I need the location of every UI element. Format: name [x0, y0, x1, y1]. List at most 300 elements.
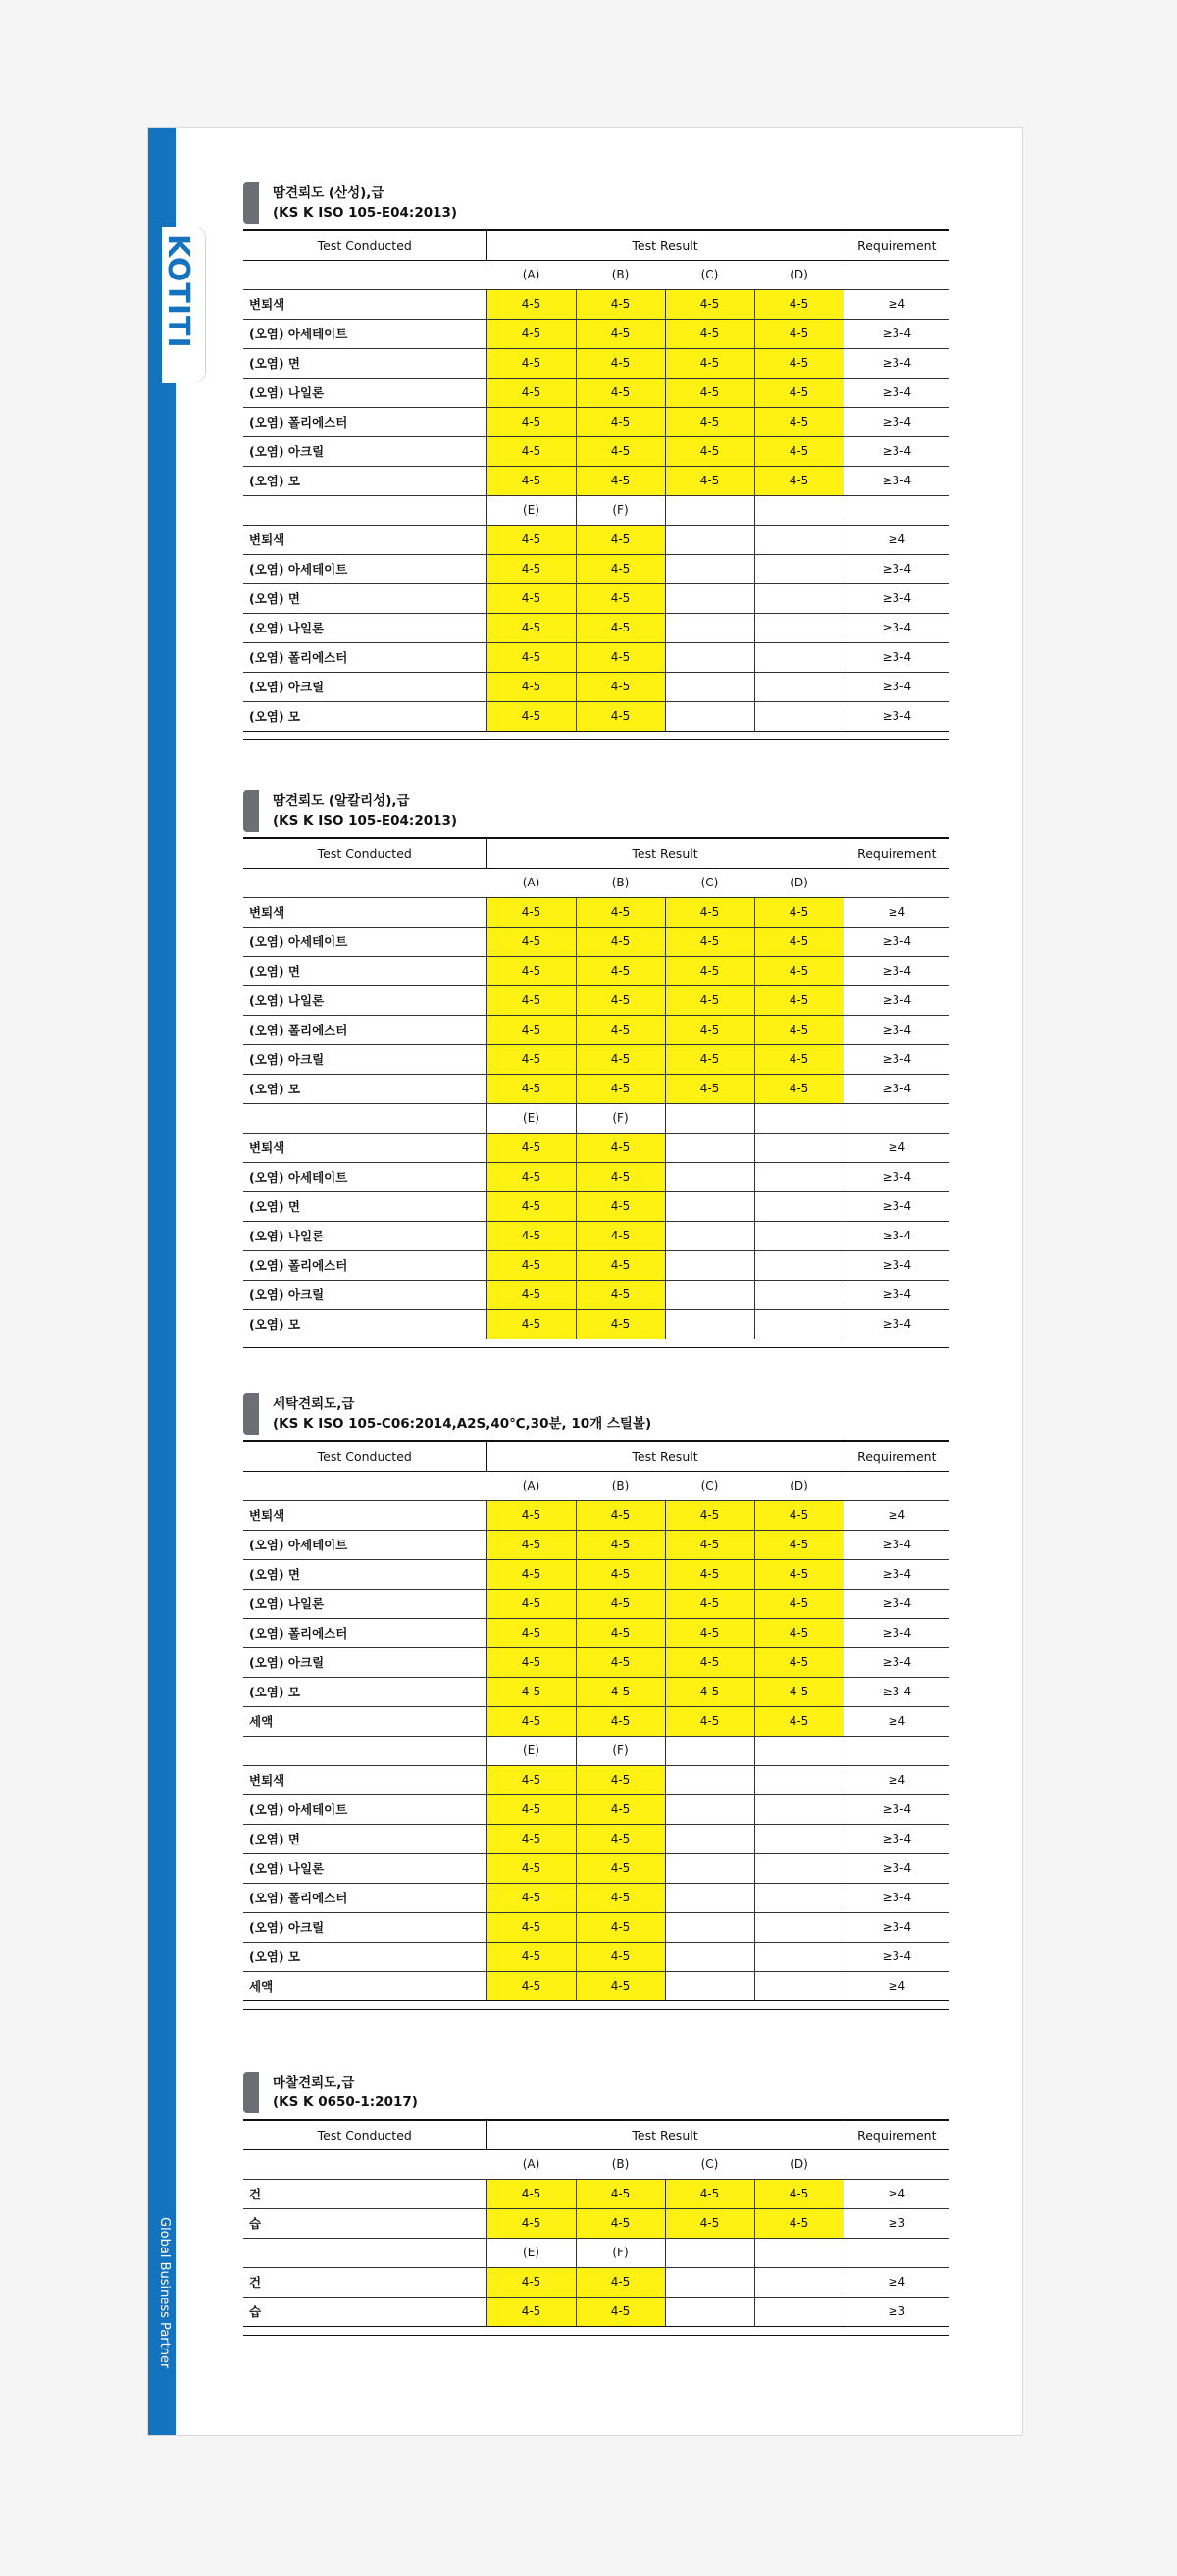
test-item-label: (오염) 모: [243, 1309, 486, 1339]
result-value-cell: 4-5: [665, 436, 754, 466]
empty-result-cell: [754, 1794, 844, 1824]
result-value-cell: 4-5: [576, 1883, 665, 1912]
sample-column-label: (E): [486, 2238, 576, 2267]
result-value-cell: 4-5: [576, 1677, 665, 1706]
requirement-cell: ≥3-4: [844, 348, 949, 378]
test-item-label: (오염) 아세테이트: [243, 319, 486, 348]
result-value-cell: 4-5: [486, 1280, 576, 1309]
result-value-cell: 4-5: [486, 1162, 576, 1191]
requirement-cell: ≥3-4: [844, 1618, 949, 1647]
table-row: [243, 436, 949, 466]
empty-result-cell: [665, 554, 754, 583]
result-value-cell: 4-5: [576, 613, 665, 642]
test-item-label: 변퇴색: [243, 1500, 486, 1530]
result-value-cell: 4-5: [665, 289, 754, 319]
result-value-cell: 4-5: [486, 927, 576, 956]
result-value-cell: 4-5: [576, 1559, 665, 1589]
blank-cell: [844, 868, 949, 897]
result-value-cell: 4-5: [754, 348, 844, 378]
header-test-conducted: Test Conducted: [243, 838, 486, 868]
requirement-cell: ≥3-4: [844, 985, 949, 1015]
sample-column-label: (E): [486, 1103, 576, 1133]
empty-result-cell: [665, 1191, 754, 1221]
result-value-cell: 4-5: [486, 1912, 576, 1942]
result-value-cell: 4-5: [576, 583, 665, 613]
empty-result-cell: [754, 1280, 844, 1309]
requirement-cell: ≥3-4: [844, 1250, 949, 1280]
requirement-cell: ≥3-4: [844, 1853, 949, 1883]
result-value-cell: 4-5: [486, 2297, 576, 2326]
requirement-cell: ≥3-4: [844, 554, 949, 583]
sample-column-label: [665, 1736, 754, 1765]
test-item-label: (오염) 면: [243, 956, 486, 985]
table-header-row: [243, 230, 949, 260]
table-end-rule: [243, 2327, 949, 2336]
section-marker: [243, 2072, 259, 2113]
test-item-label: (오염) 아크릴: [243, 1044, 486, 1074]
test-item-label: 습: [243, 2297, 486, 2326]
section-standard: (KS K ISO 105-C06:2014,A2S,40℃,30분, 10개 스틸볼): [273, 1416, 652, 1432]
test-item-label: (오염) 아크릴: [243, 1280, 486, 1309]
table-row: [243, 1280, 949, 1309]
sample-column-label: (C): [665, 260, 754, 289]
table-end-rule: [243, 1339, 949, 1348]
table-row: [243, 1559, 949, 1589]
result-value-cell: 4-5: [576, 956, 665, 985]
result-value-cell: 4-5: [576, 407, 665, 436]
result-value-cell: 4-5: [754, 289, 844, 319]
test-item-label: (오염) 면: [243, 1559, 486, 1589]
test-item-label: (오염) 모: [243, 1074, 486, 1103]
result-value-cell: 4-5: [665, 466, 754, 495]
table-row: [243, 1221, 949, 1250]
table-row: [243, 466, 949, 495]
section-marker: [243, 790, 259, 832]
header-test-result: Test Result: [486, 230, 844, 260]
result-value-cell: 4-5: [576, 319, 665, 348]
result-value-cell: 4-5: [665, 378, 754, 407]
result-value-cell: 4-5: [665, 407, 754, 436]
blank-cell: [243, 1103, 486, 1133]
test-item-label: 변퇴색: [243, 897, 486, 927]
result-value-cell: 4-5: [576, 1221, 665, 1250]
result-value-cell: 4-5: [576, 348, 665, 378]
test-item-label: (오염) 폴리에스터: [243, 1250, 486, 1280]
table-row: [243, 2297, 949, 2326]
result-value-cell: 4-5: [486, 897, 576, 927]
result-value-cell: 4-5: [486, 2267, 576, 2297]
empty-result-cell: [754, 1883, 844, 1912]
result-value-cell: 4-5: [486, 378, 576, 407]
empty-result-cell: [665, 701, 754, 731]
result-value-cell: 4-5: [576, 985, 665, 1015]
table-row: [243, 1133, 949, 1162]
result-value-cell: 4-5: [665, 1647, 754, 1677]
result-value-cell: 4-5: [486, 1015, 576, 1044]
table-row: [243, 956, 949, 985]
empty-result-cell: [754, 1221, 844, 1250]
test-item-label: (오염) 나일론: [243, 1221, 486, 1250]
requirement-cell: ≥3-4: [844, 642, 949, 672]
requirement-cell: ≥3-4: [844, 1794, 949, 1824]
sample-column-row: [243, 2238, 949, 2267]
table-header-row: [243, 838, 949, 868]
test-item-label: (오염) 아세테이트: [243, 554, 486, 583]
section-heading: [243, 2072, 949, 2119]
blank-cell: [243, 1736, 486, 1765]
test-item-label: (오염) 모: [243, 466, 486, 495]
result-value-cell: 4-5: [486, 1530, 576, 1559]
empty-result-cell: [665, 1971, 754, 2000]
result-value-cell: 4-5: [486, 466, 576, 495]
section-standard: (KS K ISO 105-E04:2013): [273, 205, 458, 221]
section-2: [243, 790, 949, 1348]
section-1: [243, 182, 949, 740]
table-row: [243, 2208, 949, 2238]
section-title: 땀견뢰도 (알칼리성),급: [273, 793, 410, 809]
result-value-cell: 4-5: [486, 1765, 576, 1794]
requirement-cell: ≥3: [844, 2297, 949, 2326]
result-value-cell: 4-5: [576, 1912, 665, 1942]
result-value-cell: 4-5: [576, 1853, 665, 1883]
result-value-cell: 4-5: [576, 1191, 665, 1221]
result-value-cell: 4-5: [665, 1677, 754, 1706]
result-value-cell: 4-5: [486, 407, 576, 436]
result-value-cell: 4-5: [665, 1559, 754, 1589]
result-value-cell: 4-5: [576, 554, 665, 583]
requirement-cell: ≥3-4: [844, 319, 949, 348]
table-row: [243, 613, 949, 642]
table-row: [243, 1971, 949, 2000]
empty-result-cell: [665, 1250, 754, 1280]
sample-column-row: [243, 1736, 949, 1765]
empty-result-cell: [665, 525, 754, 554]
result-value-cell: 4-5: [754, 956, 844, 985]
empty-result-cell: [754, 642, 844, 672]
test-item-label: 변퇴색: [243, 1765, 486, 1794]
result-value-cell: 4-5: [754, 985, 844, 1015]
result-value-cell: 4-5: [754, 1074, 844, 1103]
test-item-label: (오염) 나일론: [243, 985, 486, 1015]
test-item-label: (오염) 모: [243, 1677, 486, 1706]
table-end-rule: [243, 2001, 949, 2010]
result-value-cell: 4-5: [754, 436, 844, 466]
empty-result-cell: [665, 583, 754, 613]
result-value-cell: 4-5: [754, 1589, 844, 1618]
empty-result-cell: [754, 1853, 844, 1883]
requirement-cell: ≥3-4: [844, 927, 949, 956]
result-value-cell: 4-5: [576, 1044, 665, 1074]
empty-result-cell: [665, 1280, 754, 1309]
sample-column-label: [754, 495, 844, 525]
empty-result-cell: [754, 554, 844, 583]
result-value-cell: 4-5: [665, 985, 754, 1015]
result-value-cell: 4-5: [486, 1559, 576, 1589]
requirement-cell: ≥3-4: [844, 583, 949, 613]
result-value-cell: 4-5: [576, 1500, 665, 1530]
requirement-cell: ≥3-4: [844, 378, 949, 407]
test-item-label: (오염) 폴리에스터: [243, 1883, 486, 1912]
test-item-label: (오염) 아세테이트: [243, 1530, 486, 1559]
section-heading: [243, 1393, 949, 1440]
blank-cell: [844, 2149, 949, 2179]
table-header-row: [243, 1441, 949, 1471]
table-row: [243, 1162, 949, 1191]
result-value-cell: 4-5: [665, 1015, 754, 1044]
empty-result-cell: [665, 1221, 754, 1250]
requirement-cell: ≥3-4: [844, 1883, 949, 1912]
empty-result-cell: [754, 1942, 844, 1971]
result-value-cell: 4-5: [665, 927, 754, 956]
empty-result-cell: [754, 1191, 844, 1221]
result-value-cell: 4-5: [754, 1015, 844, 1044]
section-title: 땀견뢰도 (산성),급: [273, 185, 384, 201]
requirement-cell: ≥4: [844, 2267, 949, 2297]
sample-column-row: [243, 495, 949, 525]
sample-column-label: (D): [754, 2149, 844, 2179]
requirement-cell: ≥4: [844, 1971, 949, 2000]
empty-result-cell: [754, 672, 844, 701]
test-item-label: 변퇴색: [243, 289, 486, 319]
result-value-cell: 4-5: [486, 1589, 576, 1618]
table-row: [243, 348, 949, 378]
header-test-conducted: Test Conducted: [243, 1441, 486, 1471]
empty-result-cell: [665, 1794, 754, 1824]
sample-column-label: (F): [576, 2238, 665, 2267]
blank-cell: [243, 2238, 486, 2267]
test-item-label: (오염) 아세테이트: [243, 1162, 486, 1191]
requirement-cell: ≥3-4: [844, 1280, 949, 1309]
requirement-cell: ≥3-4: [844, 1015, 949, 1044]
result-value-cell: 4-5: [486, 1044, 576, 1074]
table-row: [243, 897, 949, 927]
requirement-cell: ≥3-4: [844, 1221, 949, 1250]
sample-column-label: (A): [486, 868, 576, 897]
empty-result-cell: [665, 1853, 754, 1883]
result-value-cell: 4-5: [486, 672, 576, 701]
result-value-cell: 4-5: [576, 1942, 665, 1971]
results-table: [243, 229, 949, 732]
results-table: [243, 837, 949, 1339]
result-value-cell: 4-5: [665, 348, 754, 378]
table-row: [243, 701, 949, 731]
result-value-cell: 4-5: [576, 1250, 665, 1280]
result-value-cell: 4-5: [486, 1647, 576, 1677]
report-page: [147, 127, 1023, 2436]
table-row: [243, 927, 949, 956]
result-value-cell: 4-5: [486, 554, 576, 583]
header-requirement: Requirement: [844, 230, 949, 260]
test-item-label: (오염) 폴리에스터: [243, 407, 486, 436]
requirement-cell: ≥3-4: [844, 1530, 949, 1559]
test-item-label: (오염) 나일론: [243, 378, 486, 407]
result-value-cell: 4-5: [576, 1015, 665, 1044]
table-row: [243, 1912, 949, 1942]
sample-column-label: [665, 495, 754, 525]
result-value-cell: 4-5: [486, 1133, 576, 1162]
requirement-cell: ≥3-4: [844, 672, 949, 701]
requirement-cell: ≥4: [844, 1133, 949, 1162]
header-requirement: Requirement: [844, 838, 949, 868]
result-value-cell: 4-5: [576, 672, 665, 701]
sample-column-label: (F): [576, 1736, 665, 1765]
empty-result-cell: [665, 672, 754, 701]
test-item-label: 습: [243, 2208, 486, 2238]
sample-column-label: (D): [754, 260, 844, 289]
sample-column-row: [243, 260, 949, 289]
table-row: [243, 1530, 949, 1559]
section-standard: (KS K 0650-1:2017): [273, 2095, 418, 2110]
result-value-cell: 4-5: [486, 2208, 576, 2238]
sample-column-label: (F): [576, 495, 665, 525]
result-value-cell: 4-5: [486, 348, 576, 378]
test-item-label: (오염) 아세테이트: [243, 1794, 486, 1824]
result-value-cell: 4-5: [665, 1706, 754, 1736]
table-row: [243, 554, 949, 583]
test-item-label: (오염) 모: [243, 1942, 486, 1971]
test-item-label: 건: [243, 2267, 486, 2297]
sample-column-label: [754, 1103, 844, 1133]
requirement-cell: ≥4: [844, 897, 949, 927]
result-value-cell: 4-5: [486, 289, 576, 319]
result-value-cell: 4-5: [486, 1074, 576, 1103]
table-row: [243, 1015, 949, 1044]
result-value-cell: 4-5: [576, 642, 665, 672]
result-value-cell: 4-5: [486, 436, 576, 466]
test-item-label: (오염) 면: [243, 1824, 486, 1853]
table-row: [243, 1618, 949, 1647]
blank-cell: [844, 260, 949, 289]
result-value-cell: 4-5: [754, 1559, 844, 1589]
result-value-cell: 4-5: [486, 319, 576, 348]
test-item-label: 건: [243, 2179, 486, 2208]
empty-result-cell: [665, 1309, 754, 1339]
requirement-cell: ≥3-4: [844, 1162, 949, 1191]
header-test-conducted: Test Conducted: [243, 230, 486, 260]
result-value-cell: 4-5: [754, 378, 844, 407]
test-item-label: (오염) 폴리에스터: [243, 1618, 486, 1647]
sample-column-label: [665, 1103, 754, 1133]
empty-result-cell: [665, 2267, 754, 2297]
table-row: [243, 1191, 949, 1221]
result-value-cell: 4-5: [665, 2208, 754, 2238]
section-4: [243, 2072, 949, 2336]
empty-result-cell: [754, 1971, 844, 2000]
sample-column-label: (C): [665, 868, 754, 897]
requirement-cell: ≥4: [844, 525, 949, 554]
header-test-result: Test Result: [486, 2120, 844, 2149]
empty-result-cell: [665, 1765, 754, 1794]
result-value-cell: 4-5: [486, 2179, 576, 2208]
section-heading: [243, 790, 949, 837]
empty-result-cell: [754, 1309, 844, 1339]
result-value-cell: 4-5: [754, 1618, 844, 1647]
result-value-cell: 4-5: [665, 2179, 754, 2208]
section-3: [243, 1393, 949, 2010]
requirement-cell: ≥3-4: [844, 1677, 949, 1706]
test-item-label: (오염) 나일론: [243, 1853, 486, 1883]
table-row: [243, 1706, 949, 1736]
blank-cell: [243, 1471, 486, 1500]
result-value-cell: 4-5: [486, 1824, 576, 1853]
empty-result-cell: [754, 1250, 844, 1280]
table-row: [243, 2179, 949, 2208]
empty-result-cell: [665, 1162, 754, 1191]
result-value-cell: 4-5: [486, 1618, 576, 1647]
requirement-cell: ≥3-4: [844, 1647, 949, 1677]
result-value-cell: 4-5: [754, 1530, 844, 1559]
table-row: [243, 1883, 949, 1912]
section-marker: [243, 182, 259, 224]
result-value-cell: 4-5: [665, 1618, 754, 1647]
result-value-cell: 4-5: [754, 2208, 844, 2238]
result-value-cell: 4-5: [576, 2297, 665, 2326]
result-value-cell: 4-5: [576, 1530, 665, 1559]
empty-result-cell: [665, 1133, 754, 1162]
sidebar-strip: [148, 128, 176, 2435]
result-value-cell: 4-5: [576, 378, 665, 407]
sample-column-label: (A): [486, 1471, 576, 1500]
requirement-cell: ≥3-4: [844, 1309, 949, 1339]
result-value-cell: 4-5: [665, 956, 754, 985]
requirement-cell: ≥4: [844, 1500, 949, 1530]
table-row: [243, 525, 949, 554]
test-item-label: (오염) 아크릴: [243, 1912, 486, 1942]
result-value-cell: 4-5: [576, 1971, 665, 2000]
test-item-label: (오염) 폴리에스터: [243, 642, 486, 672]
sample-column-label: [754, 1736, 844, 1765]
result-value-cell: 4-5: [576, 1589, 665, 1618]
requirement-cell: ≥4: [844, 1706, 949, 1736]
result-value-cell: 4-5: [754, 1500, 844, 1530]
result-value-cell: 4-5: [576, 1765, 665, 1794]
sample-column-label: (C): [665, 2149, 754, 2179]
result-value-cell: 4-5: [665, 897, 754, 927]
sample-column-label: (B): [576, 868, 665, 897]
sample-column-label: (E): [486, 1736, 576, 1765]
empty-result-cell: [754, 525, 844, 554]
result-value-cell: 4-5: [486, 1221, 576, 1250]
result-value-cell: 4-5: [576, 2267, 665, 2297]
result-value-cell: 4-5: [576, 289, 665, 319]
header-test-result: Test Result: [486, 1441, 844, 1471]
tagline: [157, 2217, 172, 2369]
header-requirement: Requirement: [844, 1441, 949, 1471]
section-marker: [243, 1393, 259, 1435]
test-item-label: 변퇴색: [243, 525, 486, 554]
result-value-cell: 4-5: [665, 1074, 754, 1103]
test-item-label: (오염) 아크릴: [243, 436, 486, 466]
test-item-label: (오염) 아세테이트: [243, 927, 486, 956]
result-value-cell: 4-5: [486, 1853, 576, 1883]
test-item-label: 세액: [243, 1971, 486, 2000]
test-item-label: 변퇴색: [243, 1133, 486, 1162]
table-row: [243, 642, 949, 672]
requirement-cell: ≥4: [844, 1765, 949, 1794]
result-value-cell: 4-5: [754, 1647, 844, 1677]
result-value-cell: 4-5: [576, 1706, 665, 1736]
blank-cell: [243, 868, 486, 897]
table-end-rule: [243, 732, 949, 740]
empty-result-cell: [754, 1824, 844, 1853]
blank-cell: [844, 2238, 949, 2267]
result-value-cell: 4-5: [754, 407, 844, 436]
requirement-cell: ≥3-4: [844, 613, 949, 642]
header-test-conducted: Test Conducted: [243, 2120, 486, 2149]
empty-result-cell: [754, 583, 844, 613]
table-row: [243, 1765, 949, 1794]
sample-column-label: (B): [576, 1471, 665, 1500]
